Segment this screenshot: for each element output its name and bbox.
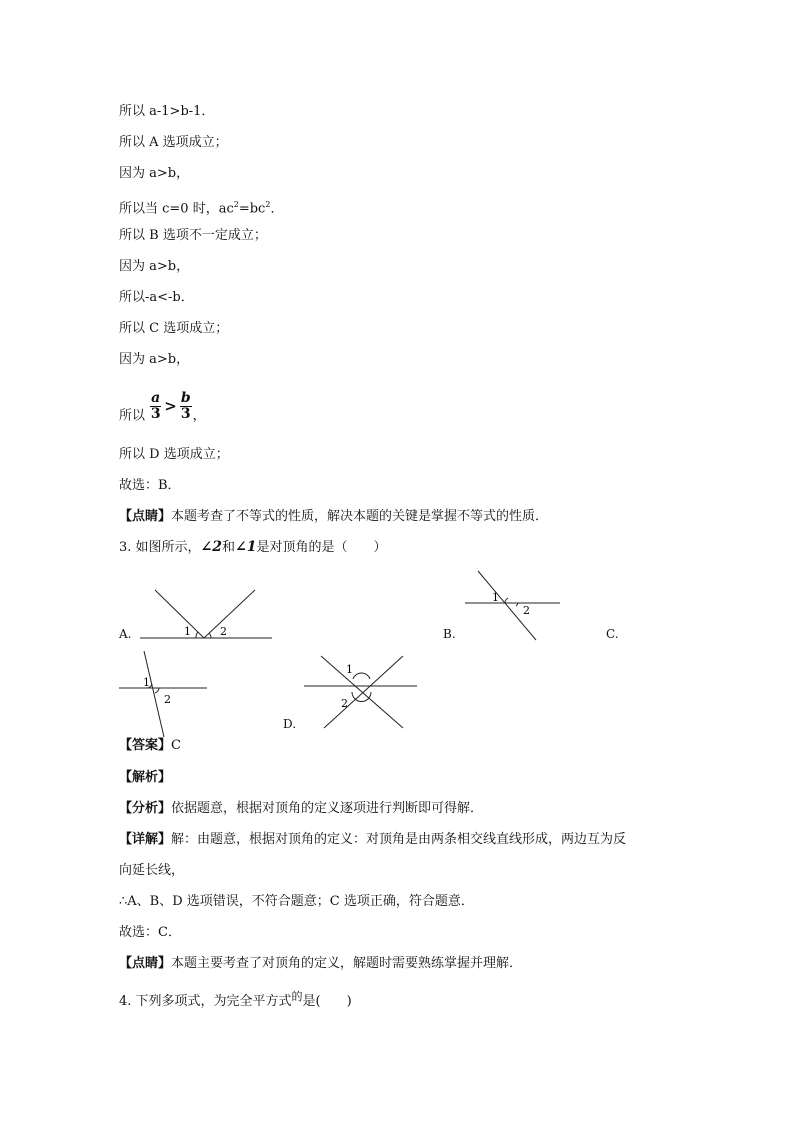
option-c-label: C. — [606, 627, 619, 641]
option-a-figure — [138, 585, 278, 645]
text-line: ∴A、B、D 选项错误，不符合题意；C 选项正确，符合题意． — [119, 894, 474, 909]
text-segment: 依据题意，根据对顶角的定义逐项进行判断即可得解． — [171, 801, 484, 816]
angle-label-2: 2 — [341, 697, 348, 710]
text-segment: 所以当 c=0 时，ac — [119, 201, 234, 217]
text-segment: 解：由题意，根据对顶角的定义：对顶角是由两条相交线直线形成，两边互为反 — [171, 832, 627, 847]
text-line: 向延长线， — [119, 863, 185, 878]
text-segment: 是对顶角的是（ ） — [256, 540, 387, 555]
text-segment: ， — [192, 408, 206, 424]
angle-label-2: 2 — [220, 625, 227, 638]
tag-fenxi: 【分析】 — [119, 801, 172, 816]
fraction-a-over-3 — [150, 391, 161, 422]
denominator: 3 — [150, 405, 161, 422]
text-line — [119, 831, 626, 849]
superscript: 2 — [233, 200, 239, 209]
denominator: 3 — [180, 405, 191, 422]
text-segment: 本题主要考查了对顶角的定义，解题时需要熟练掌握并理解． — [171, 956, 523, 971]
text-line: 因为 a>b， — [119, 166, 190, 181]
text-line — [119, 800, 483, 818]
option-c-figure — [117, 648, 211, 740]
text-line: 故选：C． — [119, 925, 181, 940]
question-4 — [119, 988, 352, 1011]
angle-2-symbol: ∠2 — [200, 539, 223, 555]
text-line: 故选：B． — [119, 478, 181, 493]
angle-label-2: 2 — [523, 604, 530, 617]
option-a-label: A. — [119, 627, 132, 641]
angle-label-2: 2 — [164, 693, 171, 706]
text-line: 所以 a-1>b-1． — [119, 104, 215, 119]
tag-dianjing: 【点睛】 — [119, 509, 172, 524]
text-line — [119, 955, 522, 973]
text-line: 因为 a>b， — [119, 259, 190, 274]
fraction-b-over-3 — [180, 391, 192, 422]
superscript: 2 — [265, 200, 271, 209]
angle-1-symbol: ∠1 — [235, 539, 257, 555]
angle-label-1: 1 — [346, 663, 353, 676]
option-d-figure — [300, 652, 422, 732]
fraction-line — [119, 388, 206, 435]
text-line: 所以-a<-b． — [119, 290, 194, 305]
text-segment: ． — [270, 201, 284, 217]
tag-dianjing: 【点睛】 — [119, 956, 172, 971]
text-segment: 所以 — [119, 408, 146, 424]
angle-label-1: 1 — [143, 676, 150, 689]
text-line: 因为 a>b， — [119, 352, 190, 367]
text-segment: 的 — [291, 990, 303, 1003]
question-3 — [119, 538, 387, 557]
tag-answer: 【答案】 — [119, 738, 172, 753]
numerator: a — [151, 389, 161, 406]
text-segment: 是( ) — [302, 994, 352, 1009]
option-b-label: B. — [443, 627, 456, 641]
answer-value: C — [171, 738, 181, 753]
text-line: 所以 B 选项不一定成立； — [119, 228, 267, 243]
angle-label-1: 1 — [184, 625, 191, 638]
text-line — [119, 196, 283, 218]
text-segment: 和 — [222, 540, 236, 555]
tag-xiangjie: 【详解】 — [119, 832, 172, 847]
text-line: 所以 D 选项成立； — [119, 447, 229, 462]
text-line: 所以 C 选项成立； — [119, 321, 229, 336]
text-segment: 本题考查了不等式的性质，解决本题的关键是掌握不等式的性质． — [171, 509, 549, 524]
option-b-figure — [462, 568, 566, 644]
text-segment: =bc — [238, 201, 266, 217]
tag-analysis: 【解析】 — [119, 770, 172, 785]
text-line — [119, 508, 548, 526]
text-line: 所以 A 选项成立； — [119, 135, 228, 150]
text-segment: 3. 如图所示， — [119, 540, 201, 555]
numerator: b — [180, 389, 191, 406]
text-segment: 4. 下列多项式，为完全平方式 — [119, 994, 292, 1009]
angle-label-1: 1 — [492, 591, 499, 604]
answer-line — [119, 737, 181, 755]
option-d-label: D. — [283, 717, 297, 731]
greater-than-sign: > — [164, 397, 177, 415]
